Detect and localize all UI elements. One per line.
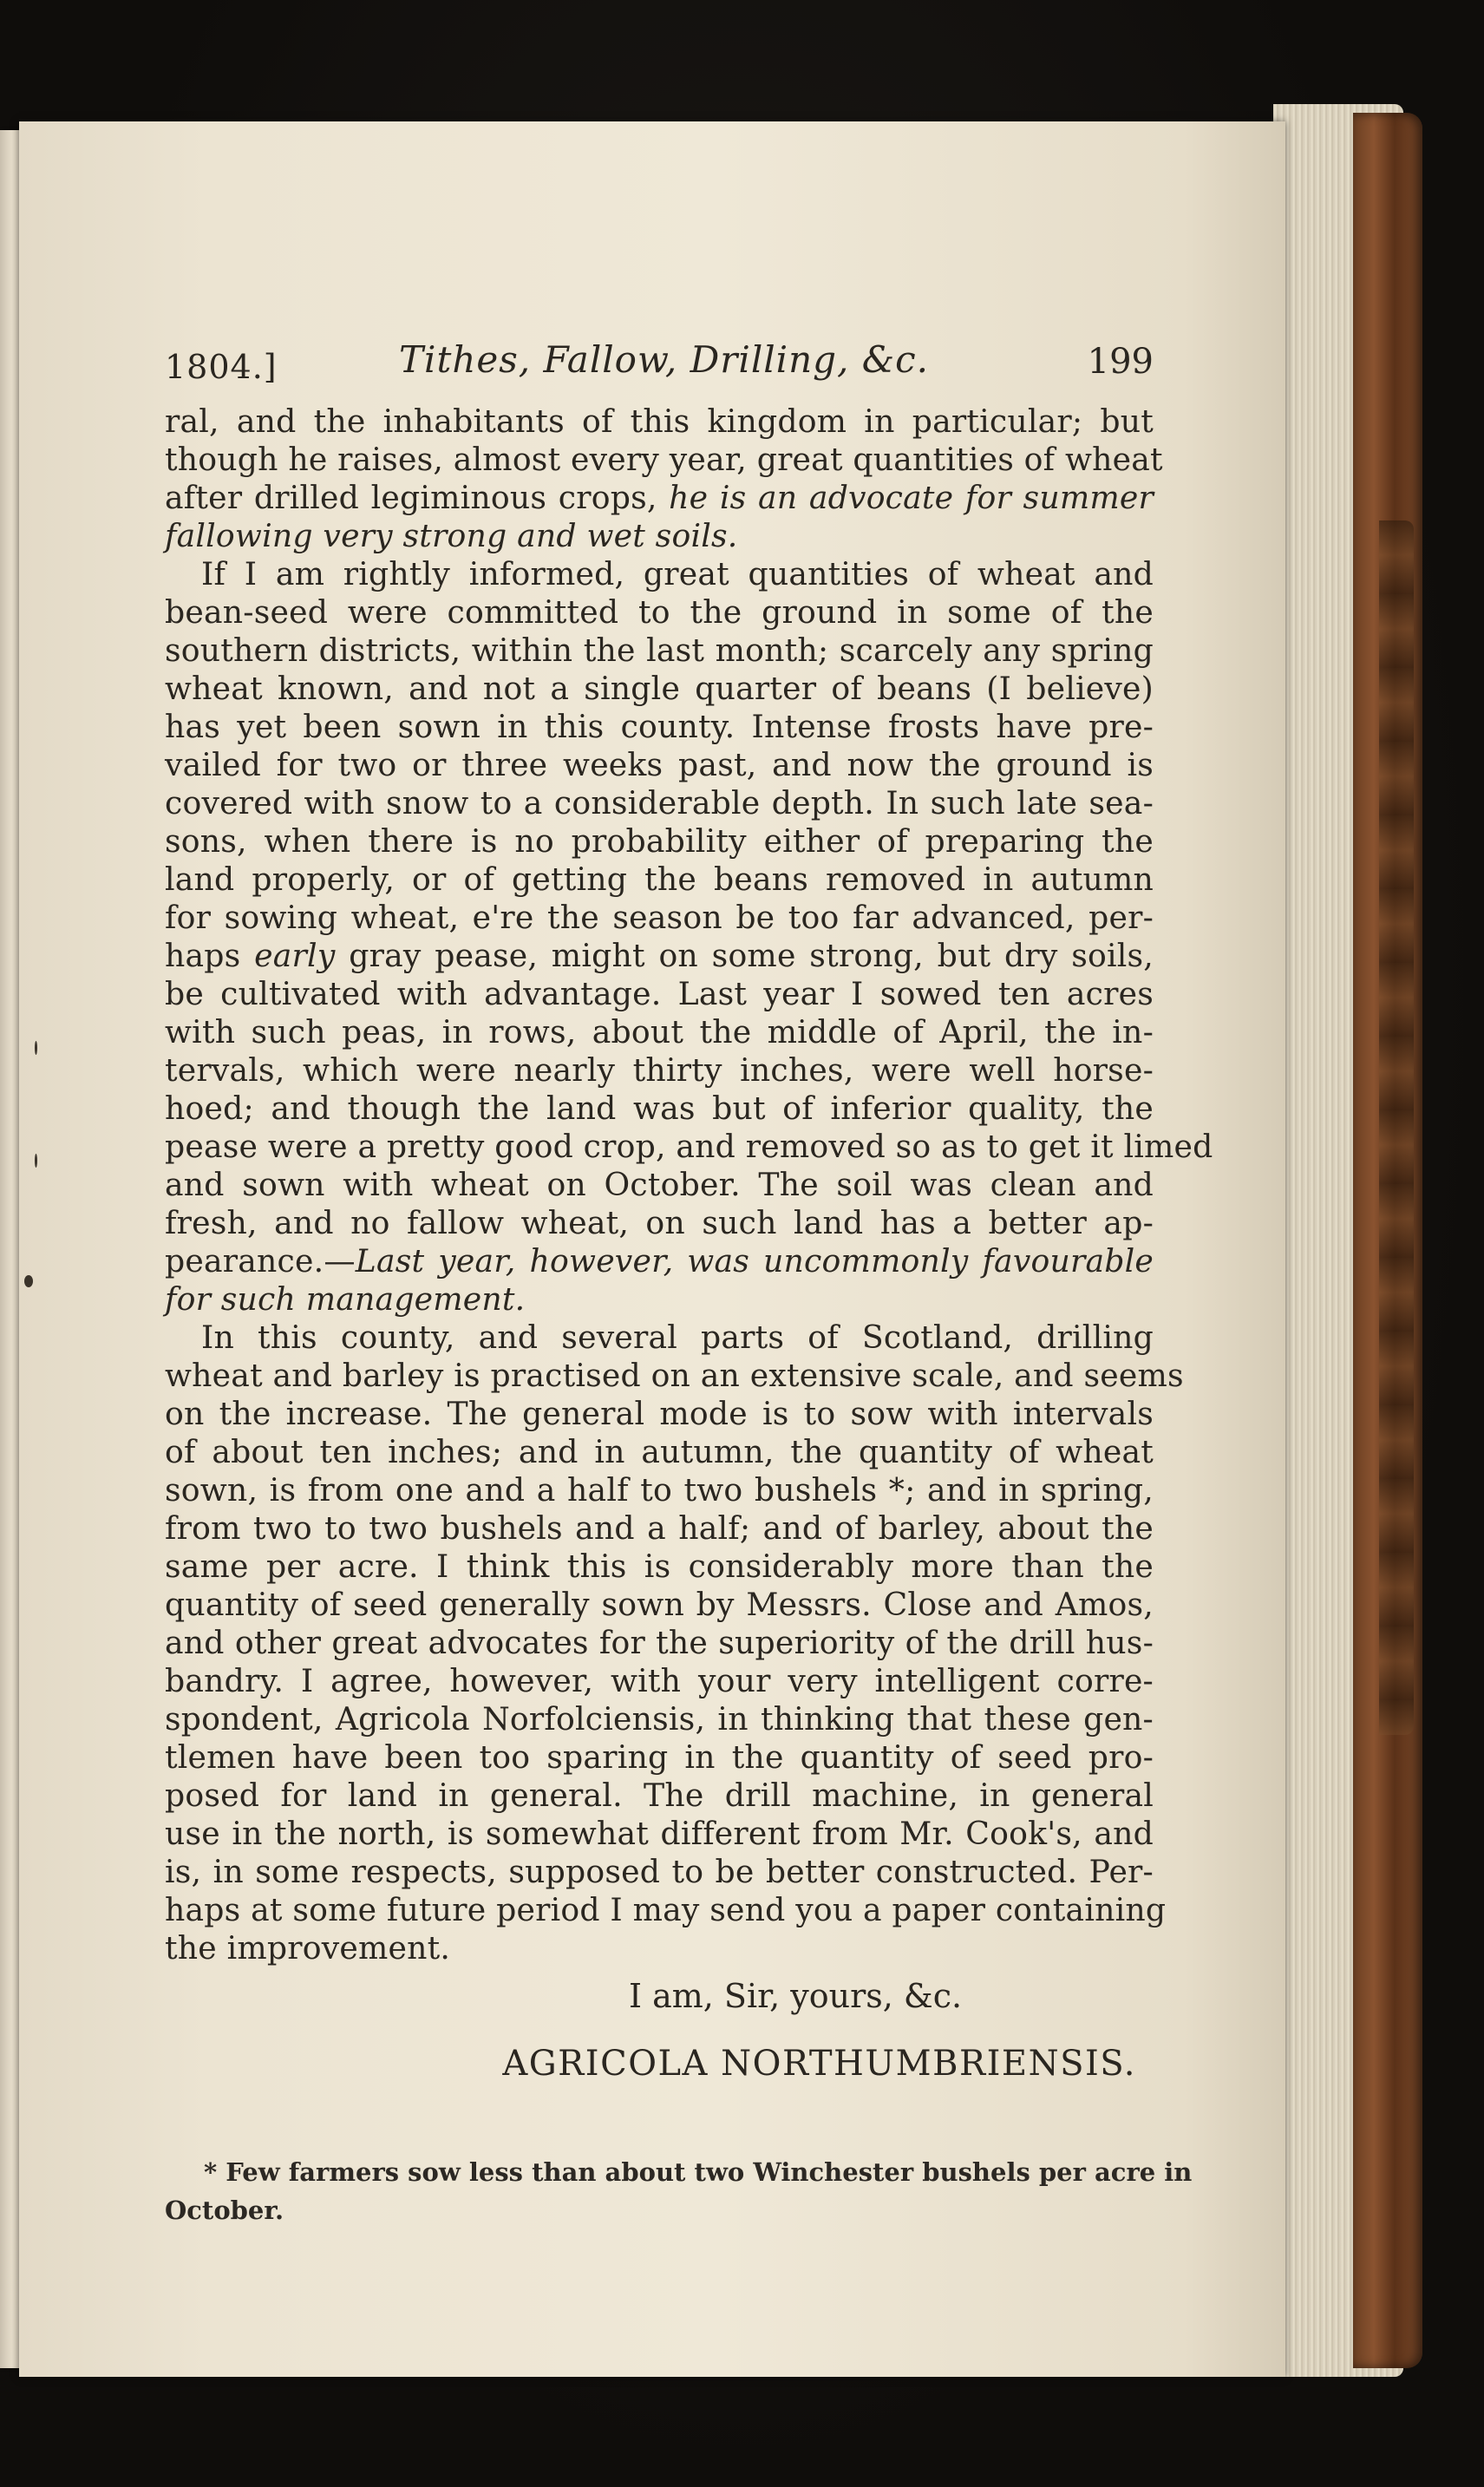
text-line: hoed; and though the land was but of inferior quality, the [165,1090,1154,1127]
text-line: sown, is from one and a half to two bushels *; and in spring, [165,1471,1154,1509]
text-line: of about ten inches; and in autumn, the quantity of wheat [165,1433,1154,1470]
text-line: posed for land in general. The drill machine, in general [165,1777,1154,1814]
text-line: be cultivated with advantage. Last year I sowed ten acres [165,975,1154,1012]
text-line-part: pearance.— [165,1242,356,1279]
text-line: southern districts, within the last month; scarcely any spring [165,632,1154,669]
running-head-year: 1804.] [165,348,278,386]
running-head-title: Tithes, Fallow, Drilling, &c. [399,338,930,381]
text-line: bean-seed were committed to the ground in some of the [165,593,1154,631]
text-line-part: gray pease, might on some strong, but dry soils, [335,937,1154,974]
text-line: tlemen have been too sparing in the quantity of seed pro- [165,1738,1154,1776]
paragraph-start: In this county, and several parts of Scotland, drilling [201,1319,1154,1356]
cover-texture [1379,520,1414,1735]
text-line: covered with snow to a considerable depth. In such late sea- [165,784,1154,821]
text-line: wheat and barley is practised on an extensive scale, and seems [165,1357,1184,1394]
text-line [165,1242,1154,1280]
signature: AGRICOLA NORTHUMBRIENSIS. [502,2044,1136,2084]
footnote-line: October. [165,2196,284,2225]
text-line: ral, and the inhabitants of this kingdom in particular; but [165,403,1154,440]
text-line: with such peas, in rows, about the middle of April, the in- [165,1013,1154,1050]
text-line: from two to two bushels and a half; and of barley, about the [165,1509,1154,1547]
text-line: quantity of seed generally sown by Messrs. Close and Amos, [165,1586,1154,1623]
page-number: 199 [1087,342,1154,382]
text-line [165,517,1154,555]
text-line: vailed for two or three weeks past, and now the ground is [165,746,1154,783]
text-line: land properly, or of getting the beans removed in autumn [165,861,1154,898]
text-line: tervals, which were nearly thirty inches, were well horse- [165,1051,1154,1089]
text-line [165,479,1154,517]
text-line [165,1280,1154,1319]
text-line: fresh, and no fallow wheat, on such land has a better ap- [165,1204,1154,1241]
text-line-part: haps [165,937,255,974]
text-line: use in the north, is somewhat different from Mr. Cook's, and [165,1815,1154,1852]
text-line: on the increase. The general mode is to sow with intervals [165,1395,1154,1432]
text-line: bandry. I agree, however, with your very intelligent corre- [165,1662,1154,1699]
text-line: is, in some respects, supposed to be better constructed. Per- [165,1853,1154,1890]
text-line: the improvement. [165,1929,451,1967]
italic-word: early [254,937,336,974]
facing-page-edge [0,130,19,2368]
text-line: has yet been sown in this county. Intense frosts have pre- [165,708,1154,745]
page-content [165,330,1213,2229]
text-line: same per acre. I think this is considerably more than the [165,1548,1154,1585]
italic-phrase: for such management. [165,1280,526,1318]
text-line: though he raises, almost every year, great quantities of wheat [165,441,1163,478]
page-blemish [35,1041,37,1055]
page-blemish [24,1275,33,1287]
text-line [165,937,1154,975]
text-line: wheat known, and not a single quarter of beans (I believe) [165,670,1154,707]
text-line-part: after drilled legiminous crops, [165,479,670,516]
italic-phrase: Last year, however, was uncommonly favourable [355,1242,1154,1279]
body-text [165,403,1213,1967]
text-line: spondent, Agricola Norfolciensis, in thinking that these gen- [165,1700,1154,1738]
text-line: for sowing wheat, e're the season be too far advanced, per- [165,899,1154,936]
italic-phrase: fallowing very strong and wet soils. [165,517,738,554]
text-line: and other great advocates for the superiority of the drill hus- [165,1624,1154,1661]
text-line: pease were a pretty good crop, and removed so as to get it limed [165,1128,1213,1165]
page-blemish [35,1154,37,1168]
paragraph-start: If I am rightly informed, great quantities of wheat and [201,555,1154,592]
text-line: sons, when there is no probability either of preparing the [165,822,1154,860]
text-line: and sown with wheat on October. The soil was clean and [165,1166,1154,1203]
footnote [165,2153,1193,2229]
italic-phrase: he is an advocate for summer [669,479,1154,516]
footnote-line: * Few farmers sow less than about two Winchester bushels per acre in [204,2157,1193,2187]
closing-salutation: I am, Sir, yours, &c. [629,1977,963,2015]
running-head [165,330,1154,390]
text-line: haps at some future period I may send you a paper containing [165,1891,1167,1928]
